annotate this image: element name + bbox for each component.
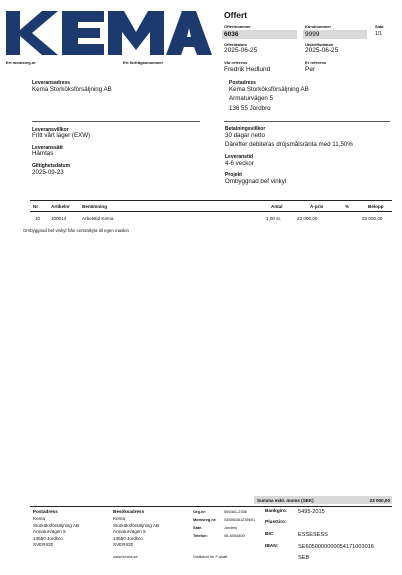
lead-time-label: Leveranstid: [225, 154, 254, 160]
row-article: 100014: [51, 216, 67, 221]
row-description: Arbetstid Kema: [82, 216, 114, 221]
col-header-article: Artikelnr: [51, 204, 70, 209]
footer-postal-label: Postadress: [33, 509, 58, 514]
moms-label: Ert momsreg.nr: [6, 60, 36, 65]
divider: [224, 121, 390, 122]
footer-visit-line: Kema: [113, 516, 126, 521]
footer-rule: [30, 506, 392, 507]
col-header-nr: Nr: [33, 204, 39, 209]
document-title: Offert: [224, 10, 248, 20]
phone-label: Telefon:: [193, 533, 208, 538]
request-label: Ert förfrågannummer: [123, 60, 164, 65]
footer-postal-line: SVERIGE: [33, 542, 54, 547]
our-reference-label: Vår referens: [224, 60, 248, 65]
our-reference: Fredrik Hedlund: [224, 65, 271, 73]
payment-terms-line1: 30 dagar netto: [225, 132, 265, 139]
seat: Jordbro: [224, 525, 238, 530]
footer-website: www.kema.se: [113, 554, 138, 559]
footer-postal-line: Armaturvägen 5: [33, 529, 66, 534]
postal-address-line2: Armaturvägen 5: [229, 95, 274, 102]
delivery-address-line: Kema Storköksförsäljning AB: [32, 86, 112, 93]
delivery-method: Hämtas: [32, 150, 54, 157]
f-tax-approval: Godkänd för F-skatt: [193, 554, 228, 559]
footer-visit-line: 13650 Jordbro: [113, 535, 143, 541]
issue-date: 2025-06-25: [305, 47, 339, 54]
project-label: Projekt: [225, 172, 242, 178]
delivery-method-label: Leveranssätt: [32, 145, 63, 151]
issue-date-label: Utskriftsdatum: [305, 42, 334, 47]
offer-number: 6036: [224, 30, 239, 38]
valid-until: 2025-09-23: [32, 169, 64, 176]
bank-name: SEB: [298, 554, 310, 561]
bankgiro-label: Bankgiro:: [265, 509, 288, 514]
org-number-label: Org.nr:: [193, 509, 207, 514]
vat-number: SE556361235601: [224, 517, 256, 522]
kema-logo: [6, 10, 212, 56]
bankgiro: 5495-2015: [298, 508, 325, 515]
offer-date-label: Offertdatum: [224, 42, 247, 47]
postal-address-label: Postadress: [229, 80, 256, 86]
iban-label: IBAN:: [265, 544, 279, 549]
footer-postal-line: Storköksförsäljning AB: [33, 522, 79, 528]
footer-postal-line: 13650 Jordbro: [33, 535, 63, 541]
payment-terms-label: Betalningsvillkor: [225, 126, 266, 132]
phone: 08-6054800: [224, 533, 245, 538]
summary-label: Summa exkl. moms (SEK): [257, 497, 314, 503]
bic-label: BIC: [265, 532, 274, 537]
lead-time: 4-6 veckor: [225, 160, 254, 167]
your-reference-label: Er referens: [305, 60, 327, 65]
footer-visit-line: Armaturvägen 5: [113, 529, 146, 534]
page-label: Sida: [375, 24, 384, 29]
divider: [32, 121, 200, 122]
footer-visit-line: SVERIGE: [113, 542, 134, 547]
offer-number-label: Offertnummer: [224, 24, 251, 29]
row-nr: 10: [35, 216, 41, 221]
valid-until-label: Giltighetsdatum: [32, 163, 71, 169]
plusgiro-label: PlusGiro:: [265, 520, 287, 525]
row-quantity: 1,00 st.: [266, 216, 282, 221]
col-header-percent: %: [345, 204, 350, 209]
your-reference: Per: [305, 65, 316, 73]
footer-visit-label: Besöksadress: [113, 509, 145, 514]
vat-number-label: Momsreg.nr:: [193, 517, 217, 522]
delivery-address-label: Leveransadress: [32, 80, 71, 86]
footer-visit-line: Storköksförsäljning AB: [113, 522, 159, 528]
table-top-rule: [30, 200, 392, 201]
row-unit-price: 23 000,00: [297, 216, 318, 221]
col-header-amount: Belopp: [368, 204, 384, 209]
delivery-terms: Fritt vårt lager (EXW): [32, 132, 91, 139]
table-header-rule: [30, 211, 392, 212]
footer-postal-line: Kema: [33, 516, 46, 521]
col-header-description: Benämning: [82, 204, 108, 209]
summary-value: 23 000,00: [369, 497, 390, 503]
customer-number-label: Kundnummer: [305, 24, 331, 29]
seat-label: Säte:: [193, 525, 203, 530]
postal-address-line1: Kema Storköksförsäljning AB: [229, 86, 309, 93]
offer-date: 2025-06-25: [224, 47, 258, 54]
col-header-unit-price: À-pris: [310, 204, 324, 209]
project: Ombyggnad bef vinkyl: [225, 178, 287, 185]
row-note: Ombyggnad bef vinkyl från centralkyla till egen maskin: [23, 228, 129, 233]
row-amount: 23 000,00: [362, 216, 383, 221]
col-header-quantity: Antal: [271, 204, 283, 209]
customer-number: 9999: [305, 30, 320, 38]
page-number: 1/1: [375, 30, 382, 37]
payment-terms-line2: Därefter debiteras dröjsmålsränta med 11,50%: [225, 141, 353, 148]
postal-address-line3: 136 55 Jordbro: [229, 104, 271, 112]
delivery-terms-label: Leveransvillkor: [32, 127, 69, 133]
bic: ESSESESS: [298, 531, 328, 538]
org-number: 556361-2356: [224, 509, 247, 514]
iban: SE6050000000054171003016: [298, 543, 374, 550]
